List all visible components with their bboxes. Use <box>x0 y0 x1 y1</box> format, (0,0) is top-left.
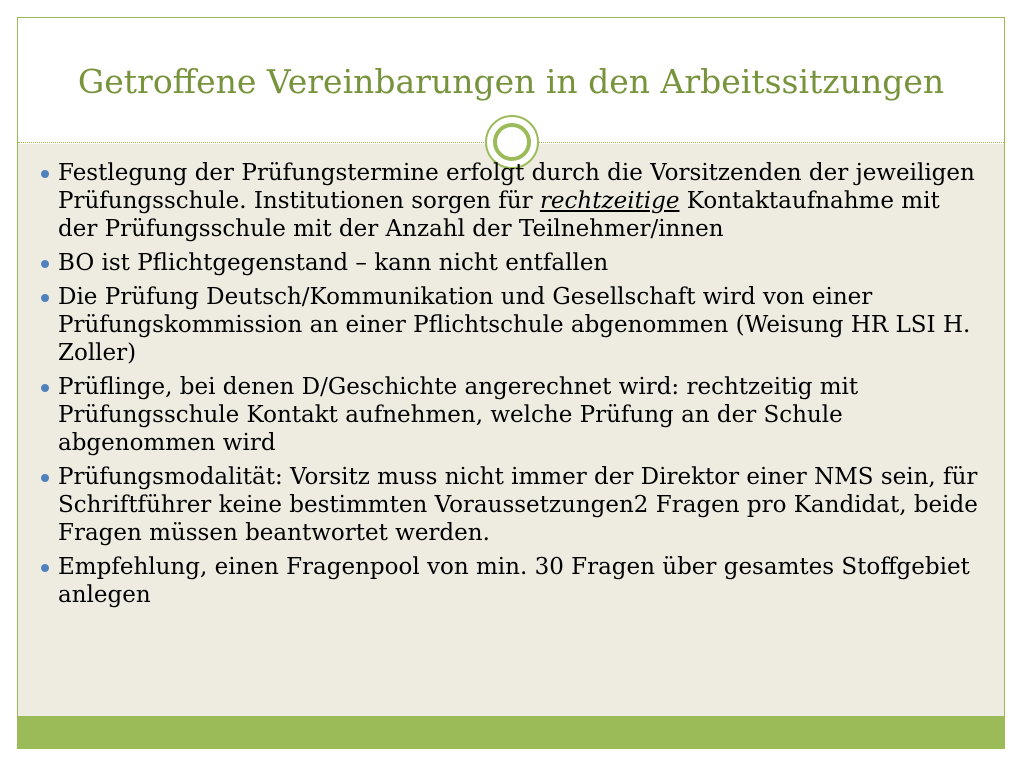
bullet-item <box>58 283 978 367</box>
bullet-item <box>58 249 978 277</box>
bullet-item <box>58 373 978 457</box>
bullet-text-before: Festlegung der Prüfungstermine erfolgt durch die Vorsitzenden der jeweiligen Prüfungsschule. Institutionen sorgen für <box>58 160 975 214</box>
bullet-text: BO ist Pflichtgegenstand – kann nicht entfallen <box>58 250 609 276</box>
footer-bar <box>18 716 1004 748</box>
bullet-item <box>58 159 978 243</box>
bullet-dot-icon <box>41 384 49 392</box>
bullet-dot-icon <box>41 294 49 302</box>
bullet-item <box>58 553 978 609</box>
ring-inner <box>493 123 531 161</box>
bullet-text: Empfehlung, einen Fragenpool von min. 30 Fragen über gesamtes Stoffgebiet anlegen <box>58 554 970 608</box>
bullet-text-after: Kontaktaufnahme mit der Prüfungsschule mit der Anzahl der Teilnehmer/innen <box>58 188 940 242</box>
bullet-dot-icon <box>41 170 49 178</box>
slide-title: Getroffene Vereinbarungen in den Arbeitssitzungen <box>77 62 945 101</box>
bullet-dot-icon <box>41 260 49 268</box>
bullet-dot-icon <box>41 474 49 482</box>
bullet-text: Prüfungsmodalität: Vorsitz muss nicht immer der Direktor einer NMS sein, für Schriftführer keine bestimmten Voraussetzungen2 Fragen pro Kandidat, beide Fragen müssen beantwortet werden. <box>58 464 978 546</box>
bullet-dot-icon <box>41 564 49 572</box>
bullet-text: Prüflinge, bei denen D/Geschichte angerechnet wird: rechtzeitig mit Prüfungsschule Kontakt aufnehmen, welche Prüfung an der Schule abgenommen wird <box>58 374 859 456</box>
bullet-emphasis: rechtzeitige <box>539 188 680 214</box>
bullet-list <box>58 159 978 615</box>
bullet-item <box>58 463 978 547</box>
bullet-text: Die Prüfung Deutsch/Kommunikation und Gesellschaft wird von einer Prüfungskommission an einer Pflichtschule abgenommen (Weisung HR LSI H. Zoller) <box>58 284 971 366</box>
